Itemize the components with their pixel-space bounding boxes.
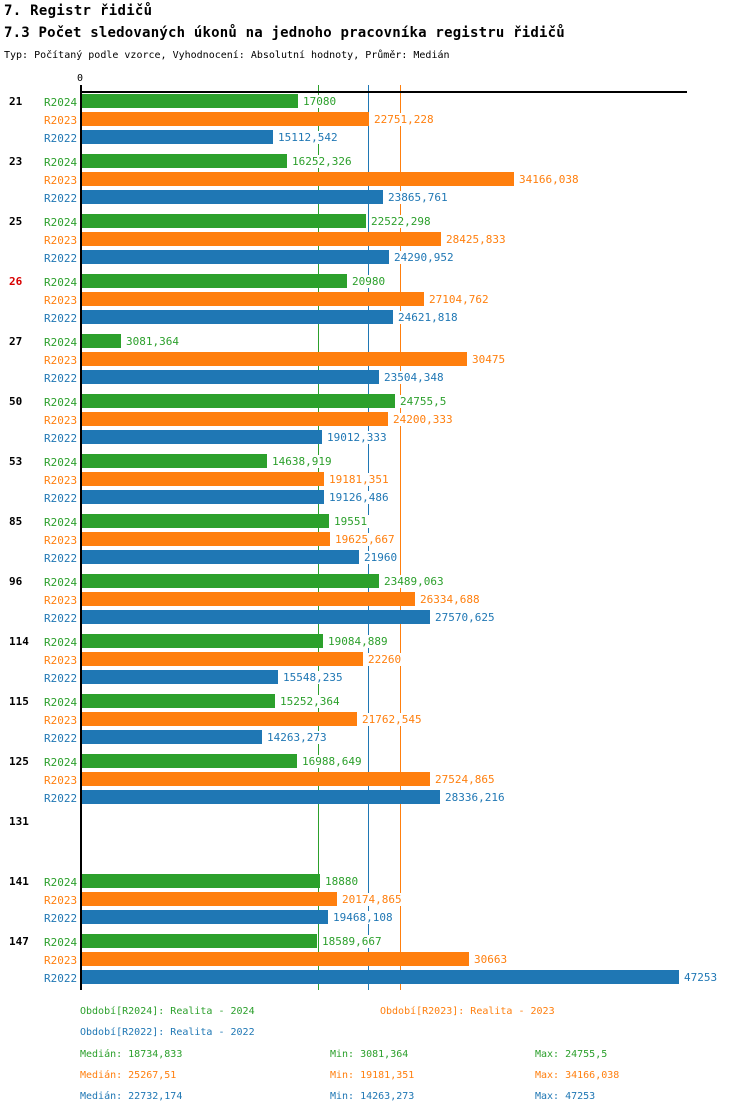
series-label-r2023: R2023: [44, 714, 78, 727]
bar-value-141-r2023: 20174,865: [342, 893, 402, 906]
bar-value-125-r2024: 16988,649: [302, 755, 362, 768]
group-label-26: 26: [9, 275, 23, 288]
bar-21-r2023: [82, 112, 369, 126]
bar-value-147-r2023: 30663: [474, 953, 508, 966]
bar-value-21-r2022: 15112,542: [278, 131, 338, 144]
bar-value-85-r2023: 19625,667: [335, 533, 395, 546]
bar-value-50-r2023: 24200,333: [393, 413, 453, 426]
bar-27-r2022: [82, 370, 379, 384]
series-label-r2022: R2022: [44, 792, 78, 805]
bar-53-r2024: [82, 454, 267, 468]
stat-min-r2022: Min: 14263,273: [330, 1091, 415, 1102]
bar-value-26-r2022: 24621,818: [398, 311, 458, 324]
bar-26-r2024: [82, 274, 347, 288]
bar-value-115-r2022: 14263,273: [267, 731, 327, 744]
bar-value-50-r2022: 19012,333: [327, 431, 387, 444]
bar-53-r2023: [82, 472, 324, 486]
series-label-r2022: R2022: [44, 732, 78, 745]
bar-value-141-r2022: 19468,108: [333, 911, 393, 924]
bar-23-r2022: [82, 190, 383, 204]
stat-median-r2024: Medián: 18734,833: [80, 1049, 183, 1060]
series-label-r2023: R2023: [44, 114, 78, 127]
bar-value-27-r2022: 23504,348: [384, 371, 444, 384]
bar-115-r2023: [82, 712, 357, 726]
series-label-r2022: R2022: [44, 192, 78, 205]
bar-value-147-r2022: 47253: [684, 971, 718, 984]
series-label-r2023: R2023: [44, 894, 78, 907]
bar-value-115-r2023: 21762,545: [362, 713, 422, 726]
bar-96-r2024: [82, 574, 379, 588]
series-label-r2022: R2022: [44, 612, 78, 625]
bar-50-r2023: [82, 412, 388, 426]
group-label-147: 147: [9, 935, 29, 948]
series-label-r2023: R2023: [44, 594, 78, 607]
series-label-r2022: R2022: [44, 252, 78, 265]
bar-114-r2023: [82, 652, 363, 666]
bar-21-r2022: [82, 130, 273, 144]
series-label-r2023: R2023: [44, 414, 78, 427]
bar-value-27-r2024: 3081,364: [126, 335, 179, 348]
bar-value-141-r2024: 18880: [325, 875, 359, 888]
bar-value-85-r2024: 19551: [334, 515, 368, 528]
series-label-r2024: R2024: [44, 516, 78, 529]
report-subtitle: 7.3 Počet sledovaných úkonů na jednoho pracovníka registru řidičů: [4, 25, 565, 41]
bar-25-r2022: [82, 250, 389, 264]
series-label-r2024: R2024: [44, 396, 78, 409]
bar-25-r2023: [82, 232, 441, 246]
bar-125-r2023: [82, 772, 430, 786]
bar-value-125-r2022: 28336,216: [445, 791, 505, 804]
series-label-r2024: R2024: [44, 276, 78, 289]
bar-value-21-r2023: 22751,228: [374, 113, 434, 126]
bar-23-r2024: [82, 154, 287, 168]
stat-max-r2022: Max: 47253: [535, 1091, 596, 1102]
bar-value-23-r2024: 16252,326: [292, 155, 352, 168]
bar-50-r2024: [82, 394, 395, 408]
bar-value-26-r2024: 20980: [352, 275, 386, 288]
group-label-53: 53: [9, 455, 23, 468]
bar-147-r2023: [82, 952, 469, 966]
group-label-125: 125: [9, 755, 29, 768]
group-label-115: 115: [9, 695, 29, 708]
bar-value-25-r2024: 22522,298: [371, 215, 431, 228]
group-label-27: 27: [9, 335, 23, 348]
bar-value-21-r2024: 17080: [303, 95, 337, 108]
bar-141-r2022: [82, 910, 328, 924]
bar-value-125-r2023: 27524,865: [435, 773, 495, 786]
series-label-r2022: R2022: [44, 552, 78, 565]
bar-125-r2022: [82, 790, 440, 804]
bar-value-96-r2023: 26334,688: [420, 593, 480, 606]
legend-item-r2023: Období[R2023]: Realita - 2023: [380, 1006, 555, 1017]
bar-value-23-r2023: 34166,038: [519, 173, 579, 186]
bar-147-r2024: [82, 934, 317, 948]
bar-115-r2024: [82, 694, 275, 708]
bar-value-26-r2023: 27104,762: [429, 293, 489, 306]
bar-96-r2023: [82, 592, 415, 606]
bar-value-96-r2024: 23489,063: [384, 575, 444, 588]
report-meta-line: Typ: Počítaný podle vzorce, Vyhodnocení: Absolutní hodnoty, Průměr: Medián: [4, 50, 450, 61]
group-label-50: 50: [9, 395, 23, 408]
bar-value-25-r2023: 28425,833: [446, 233, 506, 246]
series-label-r2024: R2024: [44, 96, 78, 109]
series-label-r2024: R2024: [44, 216, 78, 229]
series-label-r2024: R2024: [44, 156, 78, 169]
stat-median-r2022: Medián: 22732,174: [80, 1091, 183, 1102]
report-title: 7. Registr řidičů: [4, 3, 153, 19]
bar-value-96-r2022: 27570,625: [435, 611, 495, 624]
x-axis-line: [80, 91, 687, 93]
group-label-114: 114: [9, 635, 29, 648]
stat-max-r2023: Max: 34166,038: [535, 1070, 620, 1081]
series-label-r2022: R2022: [44, 912, 78, 925]
series-label-r2023: R2023: [44, 774, 78, 787]
bar-value-147-r2024: 18589,667: [322, 935, 382, 948]
series-label-r2022: R2022: [44, 312, 78, 325]
group-label-85: 85: [9, 515, 23, 528]
bar-53-r2022: [82, 490, 324, 504]
bar-85-r2024: [82, 514, 329, 528]
x-axis-zero-label: 0: [77, 73, 84, 84]
series-label-r2022: R2022: [44, 372, 78, 385]
group-label-96: 96: [9, 575, 23, 588]
stat-min-r2023: Min: 19181,351: [330, 1070, 415, 1081]
series-label-r2023: R2023: [44, 474, 78, 487]
legend-item-r2022: Období[R2022]: Realita - 2022: [80, 1027, 255, 1038]
bar-27-r2023: [82, 352, 467, 366]
series-label-r2024: R2024: [44, 336, 78, 349]
series-label-r2022: R2022: [44, 972, 78, 985]
series-label-r2022: R2022: [44, 492, 78, 505]
series-label-r2022: R2022: [44, 432, 78, 445]
bar-125-r2024: [82, 754, 297, 768]
bar-141-r2023: [82, 892, 337, 906]
legend-item-r2024: Období[R2024]: Realita - 2024: [80, 1006, 255, 1017]
bar-value-50-r2024: 24755,5: [400, 395, 447, 408]
bar-value-85-r2022: 21960: [364, 551, 398, 564]
group-label-21: 21: [9, 95, 23, 108]
bar-value-53-r2024: 14638,919: [272, 455, 332, 468]
bar-85-r2023: [82, 532, 330, 546]
group-label-25: 25: [9, 215, 23, 228]
bar-50-r2022: [82, 430, 322, 444]
series-label-r2022: R2022: [44, 132, 78, 145]
bar-value-23-r2022: 23865,761: [388, 191, 448, 204]
bar-115-r2022: [82, 730, 262, 744]
stat-max-r2024: Max: 24755,5: [535, 1049, 608, 1060]
series-label-r2023: R2023: [44, 654, 78, 667]
bar-26-r2023: [82, 292, 424, 306]
series-label-r2023: R2023: [44, 354, 78, 367]
series-label-r2023: R2023: [44, 294, 78, 307]
bar-85-r2022: [82, 550, 359, 564]
series-label-r2024: R2024: [44, 636, 78, 649]
series-label-r2024: R2024: [44, 456, 78, 469]
stat-median-r2023: Medián: 25267,51: [80, 1070, 177, 1081]
series-label-r2023: R2023: [44, 174, 78, 187]
bar-23-r2023: [82, 172, 514, 186]
bar-147-r2022: [82, 970, 679, 984]
series-label-r2024: R2024: [44, 876, 78, 889]
bar-114-r2024: [82, 634, 323, 648]
bar-value-115-r2024: 15252,364: [280, 695, 340, 708]
group-label-141: 141: [9, 875, 29, 888]
series-label-r2023: R2023: [44, 954, 78, 967]
group-label-23: 23: [9, 155, 23, 168]
series-label-r2024: R2024: [44, 756, 78, 769]
bar-value-53-r2022: 19126,486: [329, 491, 389, 504]
bar-26-r2022: [82, 310, 393, 324]
bar-value-114-r2022: 15548,235: [283, 671, 343, 684]
bar-value-27-r2023: 30475: [472, 353, 506, 366]
series-label-r2024: R2024: [44, 936, 78, 949]
bar-96-r2022: [82, 610, 430, 624]
series-label-r2024: R2024: [44, 576, 78, 589]
bar-27-r2024: [82, 334, 121, 348]
group-label-131: 131: [9, 815, 29, 828]
series-label-r2023: R2023: [44, 234, 78, 247]
bar-value-114-r2023: 22260: [368, 653, 402, 666]
bar-25-r2024: [82, 214, 366, 228]
bar-value-114-r2024: 19084,889: [328, 635, 388, 648]
bar-value-25-r2022: 24290,952: [394, 251, 454, 264]
series-label-r2023: R2023: [44, 534, 78, 547]
series-label-r2022: R2022: [44, 672, 78, 685]
bar-114-r2022: [82, 670, 278, 684]
bar-141-r2024: [82, 874, 320, 888]
series-label-r2024: R2024: [44, 696, 78, 709]
bar-value-53-r2023: 19181,351: [329, 473, 389, 486]
bar-21-r2024: [82, 94, 298, 108]
stat-min-r2024: Min: 3081,364: [330, 1049, 409, 1060]
